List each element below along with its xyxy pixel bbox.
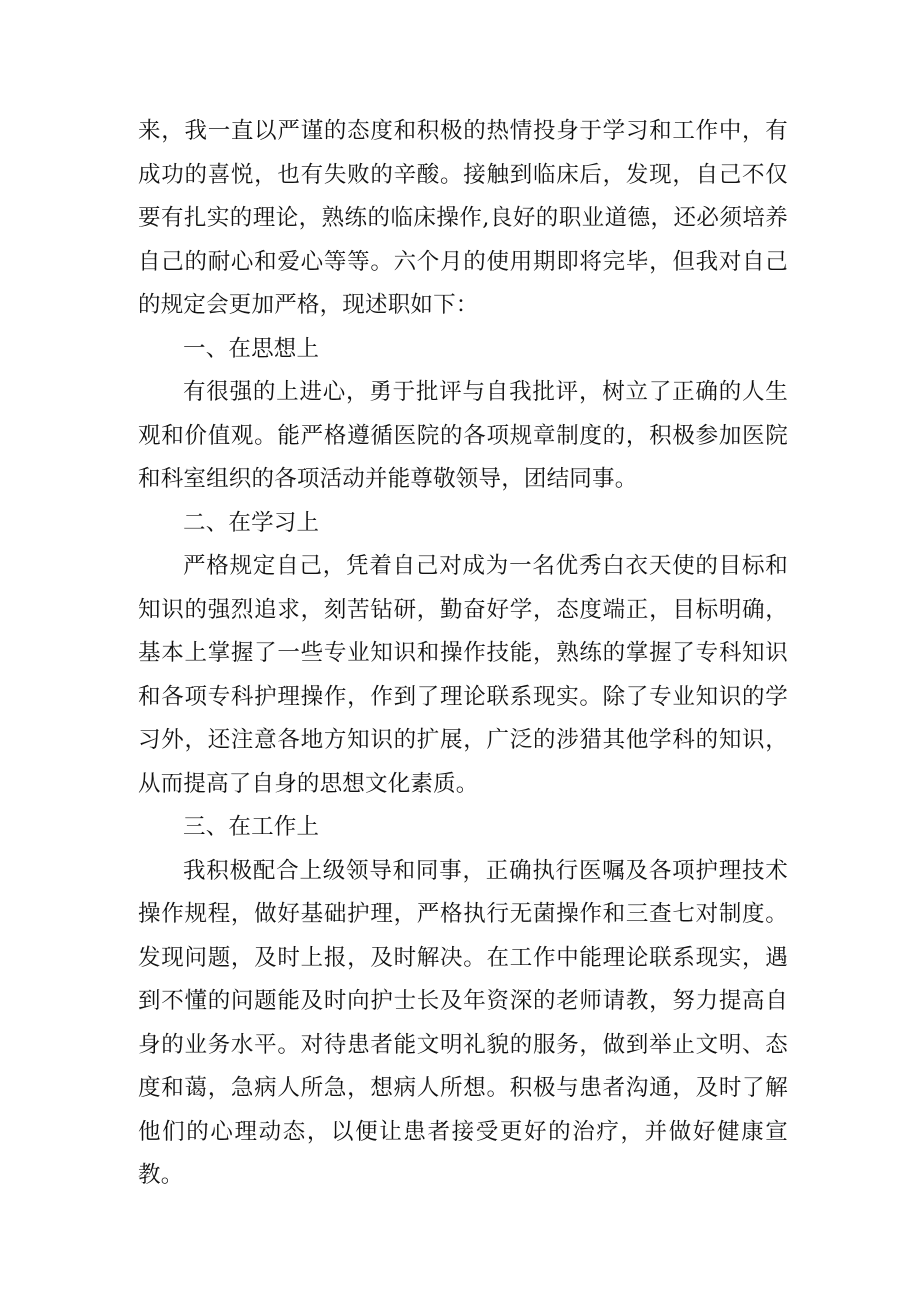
document-body (138, 110, 788, 1198)
section-paragraph-study: 严格规定自己，凭着自己对成为一名优秀白衣天使的目标和知识的强烈追求，刻苦钻研，勤奋好学，态度端正，目标明确，基本上掌握了一些专业知识和操作技能，熟练的掌握了专科知识和各项专科护理操作，作到了理论联系现实。除了专业知识的学习外，还注意各地方知识的扩展，广泛的涉猎其他学科的知识，从而提高了自身的思想文化素质。 (138, 553, 788, 797)
section-heading-study: 二、在学习上 (183, 509, 320, 536)
intro-paragraph: 来，我一直以严谨的态度和积极的热情投身于学习和工作中，有成功的喜悦，也有失败的辛酸。接触到临床后，发现，自己不仅要有扎实的理论，熟练的临床操作,良好的职业道德，还必须培养自己的耐心和爱心等等。六个月的使用期即将完毕，但我对自己的规定会更加严格，现述职如下： (138, 118, 788, 318)
section-heading-work: 三、在工作上 (183, 814, 320, 840)
section-paragraph-thought: 有很强的上进心，勇于批评与自我批评，树立了正确的人生观和价值观。能严格遵循医院的各项规章制度的，积极参加医院和科室组织的各项活动并能尊敬领导，团结同事。 (138, 379, 788, 492)
section-heading-thought: 一、在思想上 (183, 335, 320, 362)
section-paragraph-work: 我积极配合上级领导和同事，正确执行医嘱及各项护理技术操作规程，做好基础护理，严格执行无菌操作和三查七对制度。发现问题，及时上报，及时解决。在工作中能理论联系现实，遇到不懂的问题能及时向护士长及年资深的老师请教，努力提高自身的业务水平。对待患者能文明礼貌的服务，做到举止文明、态度和蔼，急病人所急，想病人所想。积极与患者沟通，及时了解他们的心理动态，以便让患者接受更好的治疗，并做好健康宣教。 (138, 857, 788, 1188)
